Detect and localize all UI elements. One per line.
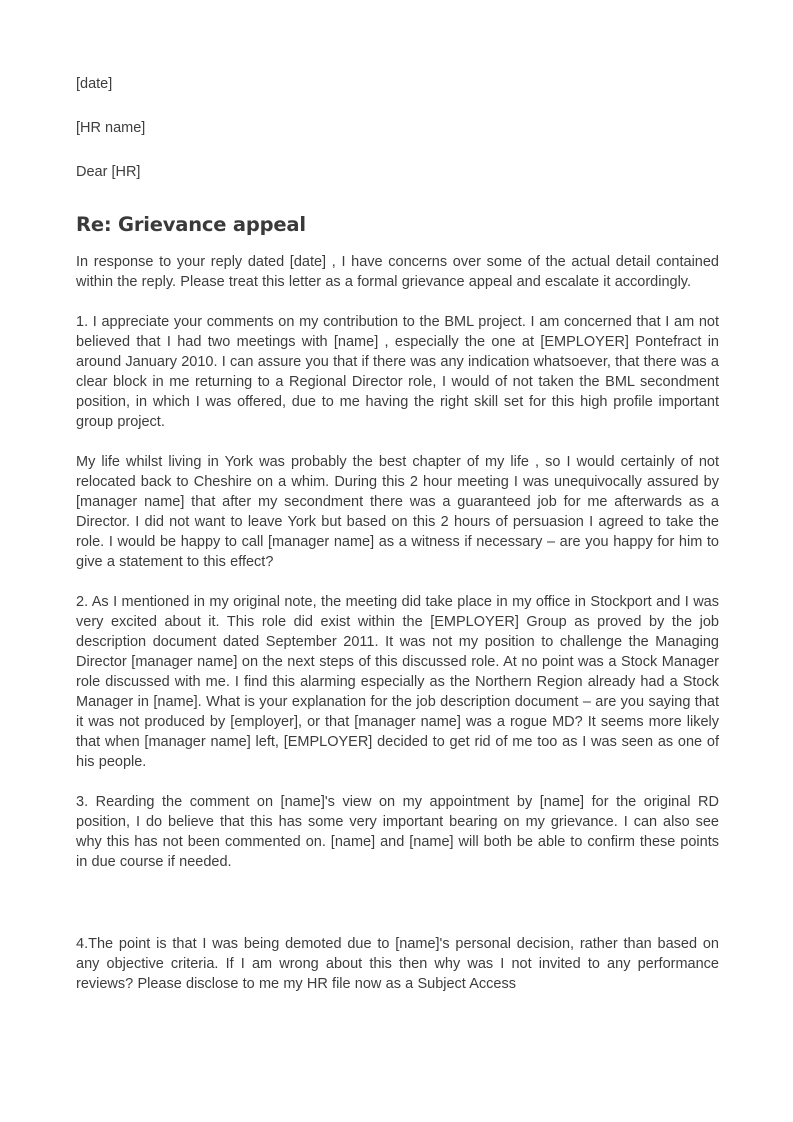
paragraph-point-2: 2. As I mentioned in my original note, the meeting did take place in my office in Stockport and I was very excited about it. This role did exist within the [EMPLOYER] Group as proved by the job description document dated September 2011. It was not my position to challenge the Managing Director [manager name] on the next steps of this discussed role. At no point was a Stock Manager role discussed with me. I find this alarming especially as the Northern Region already had a Stock Manager in [name]. What is your explanation for the job description document – are you saying that it was not produced by [employer], or that [manager name] was a rogue MD? It seems more likely that when [manager name] left, [EMPLOYER] decided to get rid of me too as I was seen as one of his people. [76, 594, 719, 770]
salutation-line: Dear [HR] [76, 164, 141, 180]
paragraph-point-1: 1. I appreciate your comments on my contribution to the BML project. I am concerned that I am not believed that I had two meetings with [name] , especially the one at [EMPLOYER] Pontefract in around January 2010. I can assure you that if there was any indication whatsoever, that there was a clear block in me returning to a Regional Director role, I would of not taken the BML secondment position, in which I was offered, due to me having the right skill set for this high profile important group project. [76, 314, 719, 430]
recipient-line: [HR name] [76, 120, 146, 136]
subject-heading: Re: Grievance appeal [76, 213, 306, 236]
letter-body [76, 74, 719, 994]
date-line: [date] [76, 76, 113, 92]
paragraph-york-relocation: My life whilst living in York was probably the best chapter of my life , so I would certainly of not relocated back to Cheshire on a whim. During this 2 hour meeting I was unequivocally assured by [manager name] that after my secondment there was a guaranteed job for me afterwards as a Director. I did not want to leave York but based on this 2 hours of persuasion I agreed to take the role. I would be happy to call [manager name] as a witness if necessary – are you happy for him to give a statement to this effect? [76, 454, 719, 570]
paragraph-intro: In response to your reply dated [date] , I have concerns over some of the actual detail contained within the reply. Please treat this letter as a formal grievance appeal and escalate it accordingly. [76, 254, 719, 290]
paragraph-point-3: 3. Rearding the comment on [name]'s view on my appointment by [name] for the original RD position, I do believe that this has some very important bearing on my grievance. I can also see why this has not been commented on. [name] and [name] will both be able to confirm these points in due course if needed. [76, 794, 719, 870]
paragraph-point-4: 4.The point is that I was being demoted due to [name]'s personal decision, rather than based on any objective criteria. If I am wrong about this then why was I not invited to any performance reviews? Please disclose to me my HR file now as a Subject Access [76, 936, 719, 992]
